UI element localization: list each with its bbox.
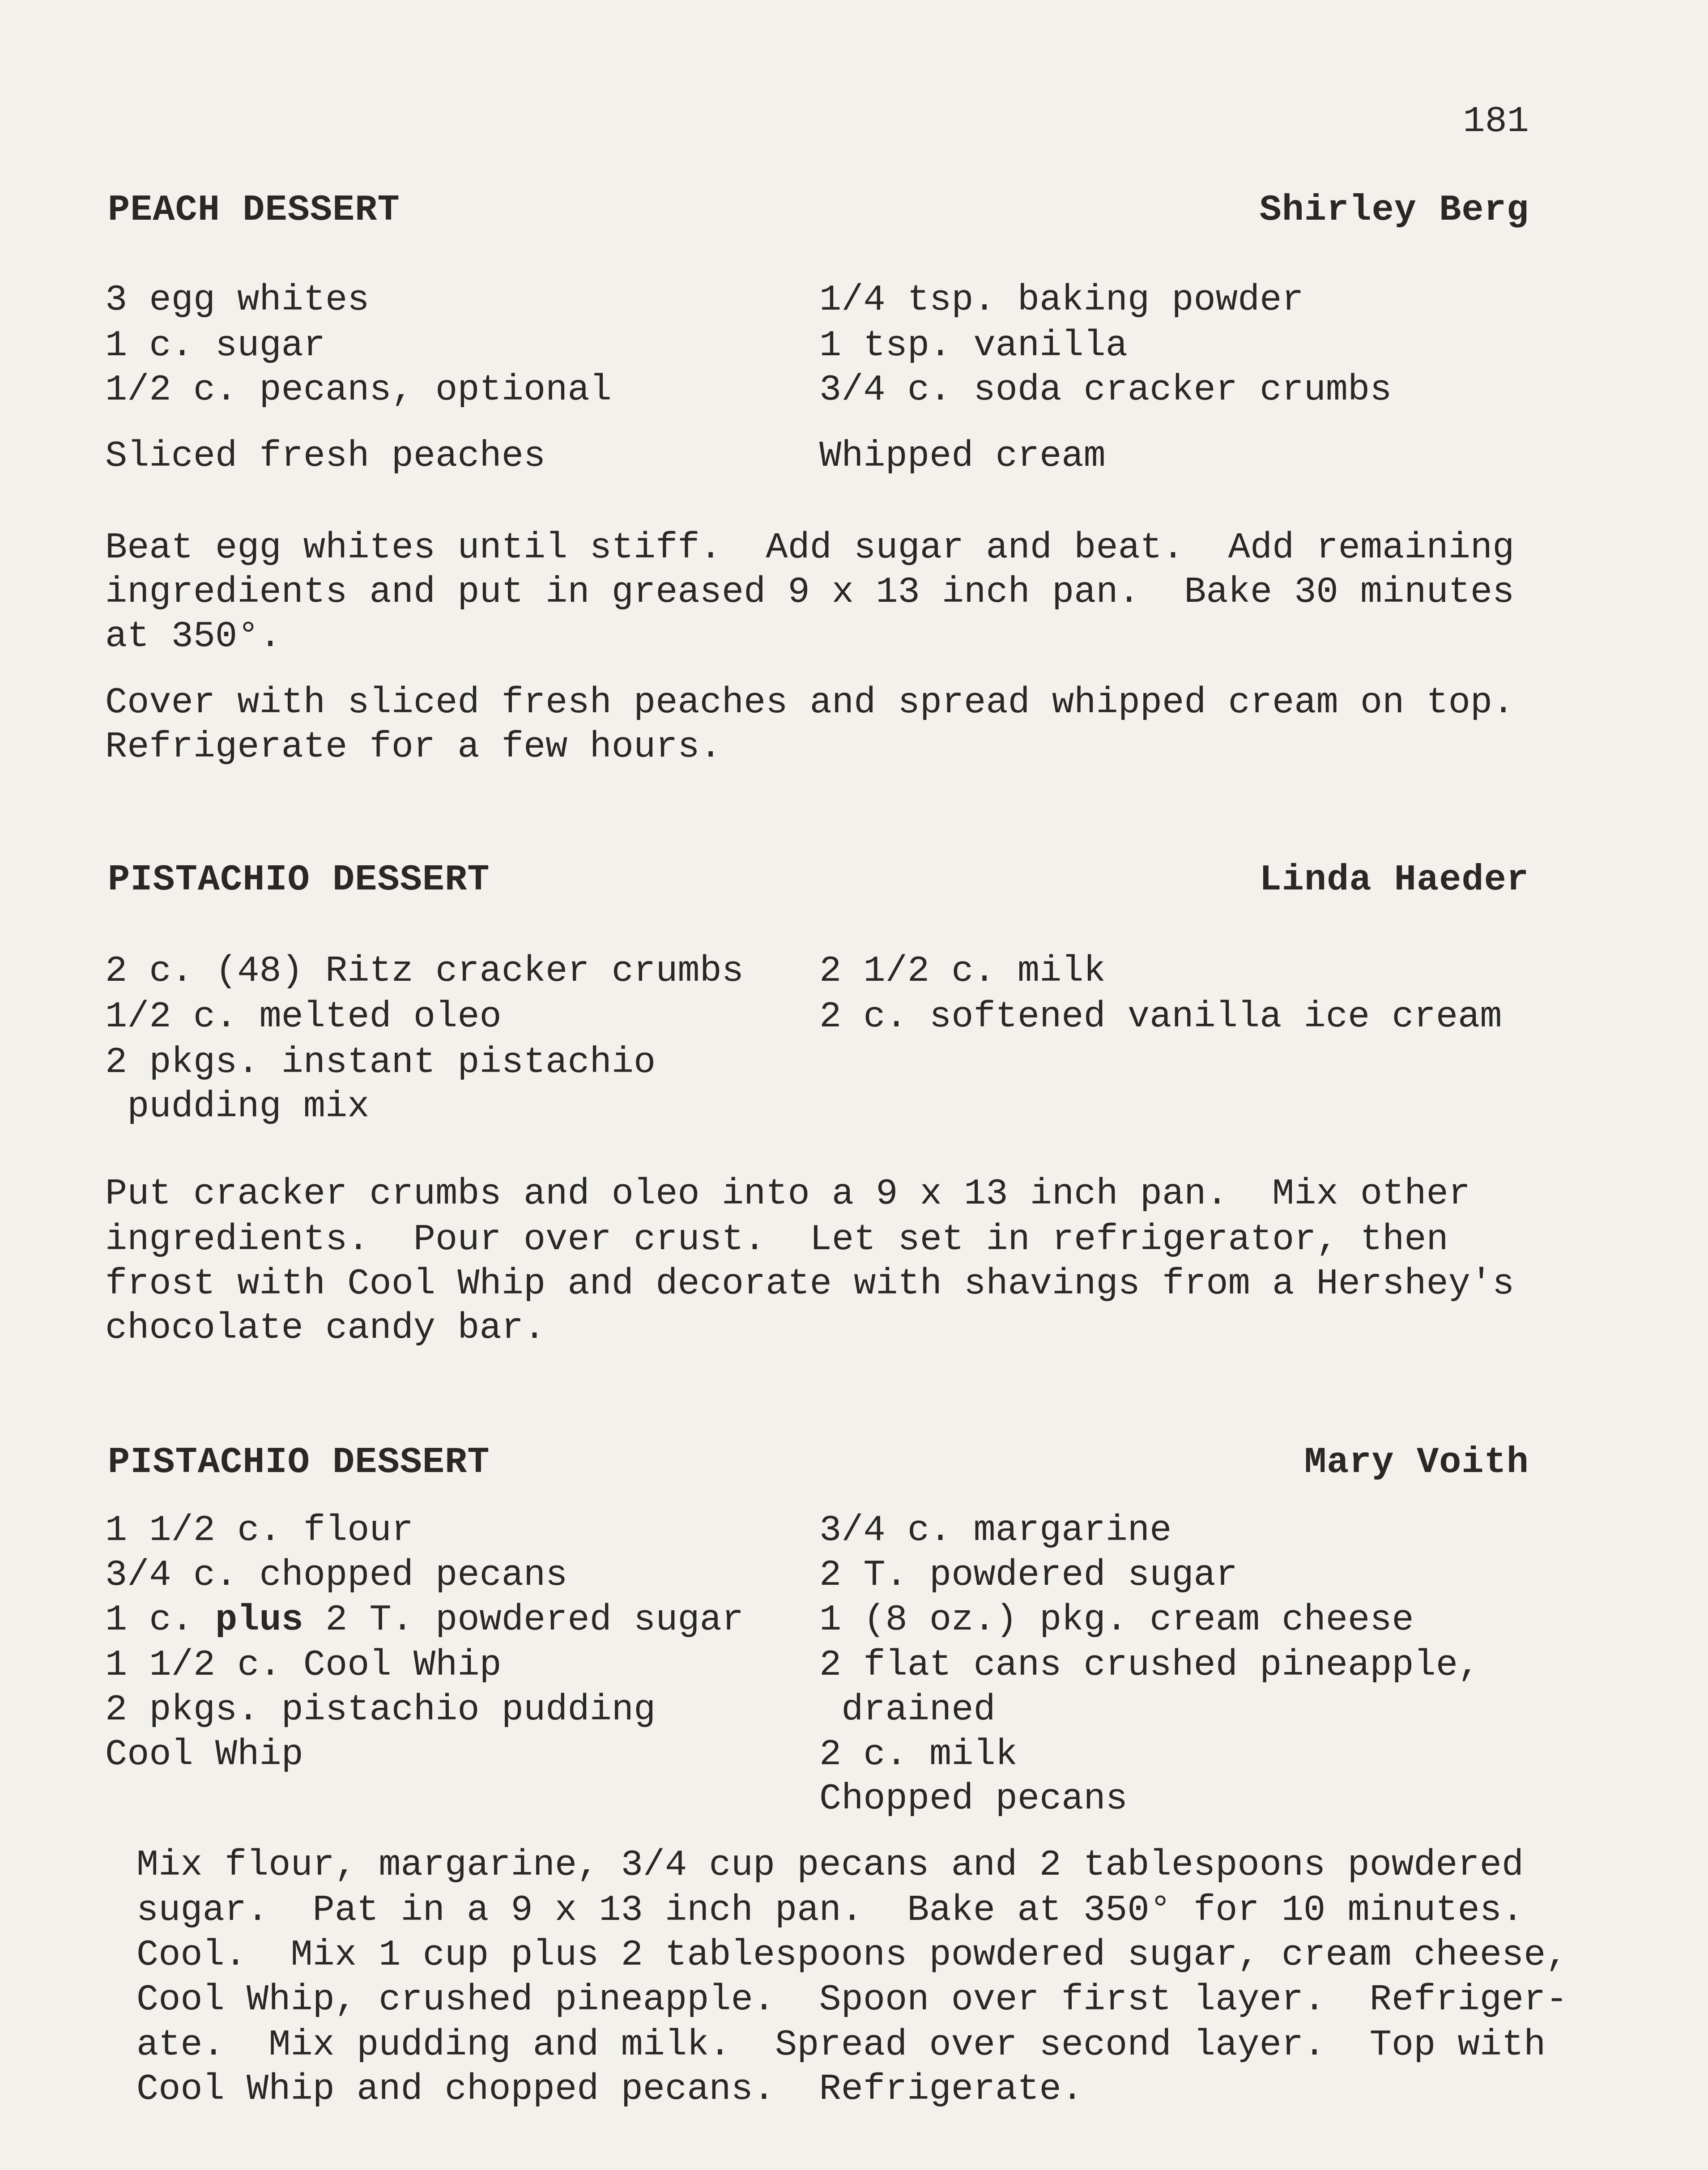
recipe-title: PISTACHIO DESSERT (108, 1442, 490, 1483)
ingredient: 1 (8 oz.) pkg. cream cheese (819, 1599, 1414, 1641)
ingredient: 2 1/2 c. milk (819, 950, 1106, 992)
ingredient: 1/4 tsp. baking powder (819, 279, 1304, 321)
direction-line: Beat egg whites until stiff. Add sugar and beat. Add remaining (105, 527, 1515, 569)
ingredient: 3/4 c. soda cracker crumbs (819, 369, 1392, 411)
ingredient: 1 tsp. vanilla (819, 325, 1128, 366)
ingredient: 2 c. (48) Ritz cracker crumbs (105, 950, 744, 992)
direction-line: Put cracker crumbs and oleo into a 9 x 13 inch pan. Mix other (105, 1173, 1470, 1215)
direction-line: at 350°. (105, 616, 281, 657)
recipe-title: PISTACHIO DESSERT (108, 859, 490, 901)
direction-line: Refrigerate for a few hours. (105, 726, 722, 768)
direction-line: ingredients. Pour over crust. Let set in refrigerator, then (105, 1219, 1448, 1260)
ingredient: 1/2 c. melted oleo (105, 996, 502, 1038)
direction-line: Cover with sliced fresh peaches and spread whipped cream on top. (105, 682, 1515, 723)
ingredient: 2 flat cans crushed pineapple, (819, 1644, 1480, 1686)
ingredient: 1/2 c. pecans, optional (105, 369, 612, 411)
ingredient (105, 1598, 744, 1642)
ingredient: 2 pkgs. pistachio pudding (105, 1689, 656, 1731)
recipe-title: PEACH DESSERT (108, 189, 400, 231)
ingredient: 1 c. sugar (105, 325, 326, 366)
direction-line: Cool Whip and chopped pecans. Refrigerate. (136, 2068, 1083, 2110)
ingredient: 1 1/2 c. flour (105, 1510, 413, 1551)
ingredient: 3/4 c. margarine (819, 1510, 1172, 1551)
ingredient-text: 1 c. (105, 1599, 216, 1641)
direction-line: ate. Mix pudding and milk. Spread over second layer. Top with (136, 2024, 1546, 2066)
ingredient: 1 1/2 c. Cool Whip (105, 1644, 502, 1686)
ingredient: 2 pkgs. instant pistachio (105, 1042, 656, 1083)
direction-line: Cool. Mix 1 cup plus 2 tablespoons powdered sugar, cream cheese, (136, 1934, 1568, 1976)
direction-line: ingredients and put in greased 9 x 13 inch pan. Bake 30 minutes (105, 571, 1515, 613)
ingredient: Whipped cream (819, 435, 1106, 477)
recipe-author: Linda Haeder (1259, 859, 1529, 901)
ingredient: 3/4 c. chopped pecans (105, 1554, 568, 1596)
page-number: 181 (1463, 101, 1529, 142)
recipe-author: Shirley Berg (1259, 189, 1529, 231)
ingredient: 2 c. milk (819, 1734, 1018, 1775)
ingredient: Sliced fresh peaches (105, 435, 546, 477)
ingredient: Cool Whip (105, 1734, 303, 1775)
direction-line: Mix flour, margarine, 3/4 cup pecans and 2 tablespoons powdered (136, 1844, 1524, 1886)
recipe-author: Mary Voith (1304, 1442, 1529, 1483)
ingredient: 2 T. powdered sugar (819, 1554, 1238, 1596)
ingredient: 3 egg whites (105, 279, 370, 321)
ingredient: 2 c. softened vanilla ice cream (819, 996, 1502, 1038)
direction-line: Cool Whip, crushed pineapple. Spoon over first layer. Refriger- (136, 1979, 1568, 2021)
direction-line: sugar. Pat in a 9 x 13 inch pan. Bake at 350° for 10 minutes. (136, 1889, 1524, 1931)
direction-line: chocolate candy bar. (105, 1307, 546, 1349)
ingredient: Chopped pecans (819, 1778, 1128, 1820)
ingredient-emphasis: plus (215, 1599, 303, 1641)
ingredient-text: 2 T. powdered sugar (303, 1599, 744, 1641)
direction-line: frost with Cool Whip and decorate with shavings from a Hershey's (105, 1263, 1515, 1305)
ingredient: pudding mix (105, 1086, 370, 1128)
ingredient: drained (819, 1689, 996, 1731)
